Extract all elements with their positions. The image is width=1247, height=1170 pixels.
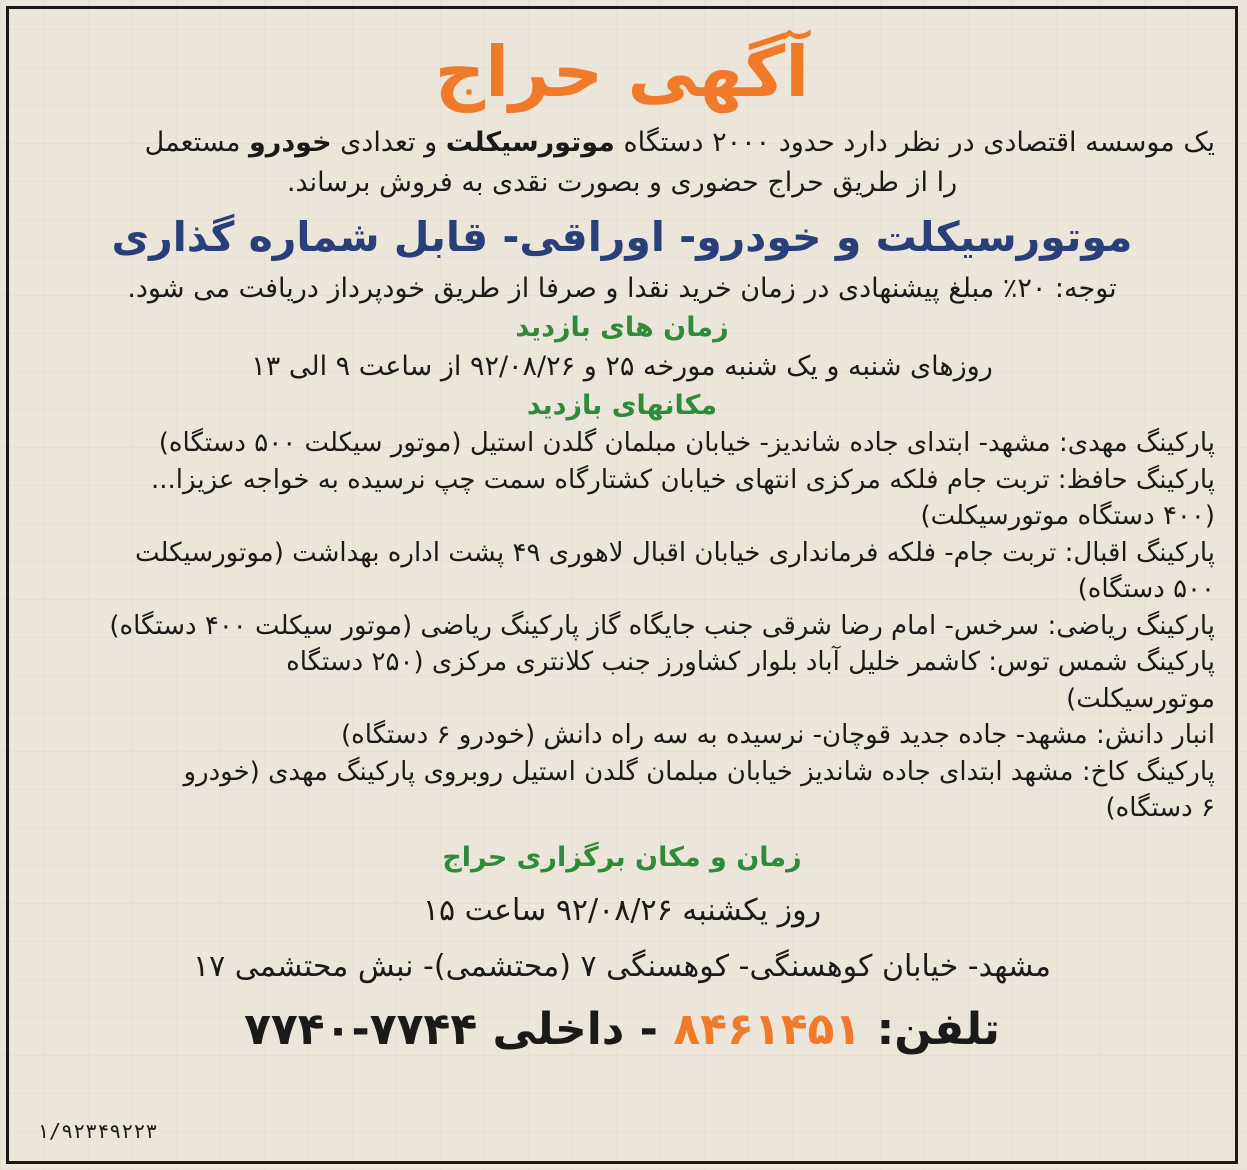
visit-place-line: پارکینگ حافظ: تربت جام فلکه مرکزی انتهای خیابان کشتارگاه سمت چپ نرسیده به خواجه عزیزا... (150, 464, 1215, 495)
visit-place-line: انبار دانش: مشهد- جاده جدید قوچان- نرسیده به سه راه دانش (خودرو ۶ دستگاه) (341, 720, 1215, 750)
visit-place-line: موتورسیکلت) (1066, 683, 1215, 714)
ad-title: آگهی حراج (434, 31, 810, 113)
visit-place-line: (۴۰۰ دستگاه موتورسیکلت) (920, 501, 1215, 531)
auction-date: روز یکشنبه ۹۲/۰۸/۲۶ ساعت ۱۵ (422, 892, 822, 928)
headline: موتورسیکلت و خودرو- اوراقی- قابل شماره گذاری (111, 213, 1133, 261)
phone-label: تلفن: (876, 1003, 1000, 1055)
visit-place-line: ۵۰۰ دستگاه) (1077, 574, 1215, 604)
intro-prefix: یک موسسه اقتصادی در نظر دارد حدود ۲۰۰۰ دستگاه (614, 127, 1215, 158)
ad-code: ۱/۹۲۳۴۹۲۲۳ (37, 1119, 158, 1143)
visit-place-line: پارکینگ مهدی: مشهد- ابتدای جاده شاندیز- خیابان مبلمان گلدن استیل (موتور سیکلت ۵۰۰ دستگاه) (158, 428, 1215, 458)
auction-ad-box (6, 6, 1238, 1164)
intro-paragraph (29, 123, 1215, 203)
visit-places-list (29, 425, 1215, 827)
phone-ext-label: - داخلی (492, 1003, 658, 1055)
phone-number: ۸۴۶۱۴۵۱ (673, 1003, 862, 1055)
intro-middle: و تعدادی (331, 127, 446, 158)
visit-time-heading: زمان های بازدید (515, 312, 729, 343)
intro-suffix: مستعمل (144, 127, 249, 158)
visit-place-line: ۶ دستگاه) (1105, 793, 1215, 823)
visit-place-line: پارکینگ ریاضی: سرخس- امام رضا شرقی جنب جایگاه گاز پارکینگ ریاضی (موتور سیکلت ۴۰۰ دستگاه) (109, 610, 1215, 641)
visit-place-line: پارکینگ شمس توس: کاشمر خلیل آباد بلوار کشاورز جنب کلانتری مرکزی (۲۵۰ دستگاه (286, 647, 1215, 677)
phone-line (29, 999, 1215, 1061)
visit-time-text: روزهای شنبه و یک شنبه مورخه ۲۵ و ۹۲/۰۸/۲۶ از ساعت ۹ الی ۱۳ (251, 351, 993, 382)
auction-address: مشهد- خیابان کوهسنگی- کوهسنگی ۷ (محتشمی)- نبش محتشمی ۱۷ (192, 948, 1052, 984)
intro-bold-car: خودرو (249, 127, 332, 158)
auction-heading: زمان و مکان برگزاری حراج (442, 841, 802, 873)
phone-ext: ۷۷۴۴-۷۷۴۰ (244, 1003, 478, 1055)
intro-line-2: را از طریق حراج حضوری و بصورت نقدی به فروش برساند. (286, 167, 958, 198)
visit-place-line: پارکینگ اقبال: تربت جام- فلکه فرمانداری خیابان اقبال لاهوری ۴۹ پشت اداره بهداشت (موتورسیکلت (135, 537, 1215, 568)
visit-place-line: پارکینگ کاخ: مشهد ابتدای جاده شاندیز خیابان مبلمان گلدن استیل روبروی پارکینگ مهدی (خودرو (183, 756, 1215, 787)
visit-places-heading: مکانهای بازدید (526, 390, 718, 421)
payment-note: توجه: ۲۰٪ مبلغ پیشنهادی در زمان خرید نقدا و صرفا از طریق خودپرداز دریافت می شود. (127, 273, 1117, 304)
intro-bold-motorcycle: موتورسیکلت (445, 127, 615, 158)
intro-line-1 (29, 123, 1215, 163)
